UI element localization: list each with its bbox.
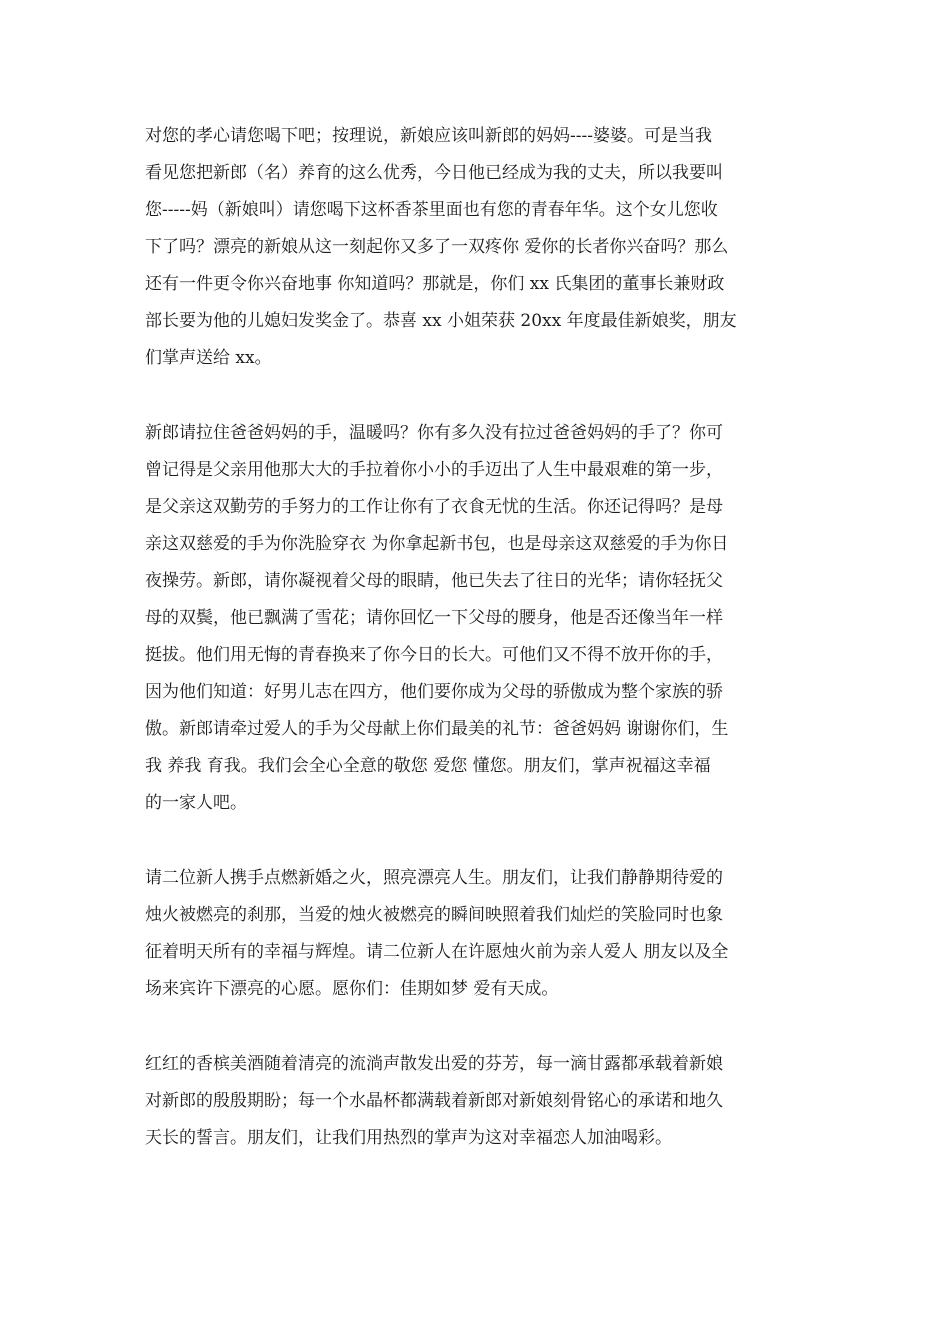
document-body (145, 118, 810, 1195)
text-line: 您-----妈（新娘叫）请您喝下这杯香茶里面也有您的青春年华。这个女儿您收 (145, 200, 718, 220)
text-line: 的一家人吧。 (145, 793, 247, 813)
text-line: 挺拔。他们用无悔的青春换来了你今日的长大。可他们又不得不放开你的手， (145, 645, 723, 665)
text-line: 天长的誓言。朋友们，让我们用热烈的掌声为这对幸福恋人加油喝彩。 (145, 1128, 672, 1148)
text-line: 烛火被燃亮的刹那，当爱的烛火被燃亮的瞬间映照着我们灿烂的笑脸同时也象 (145, 905, 723, 925)
text-line: 征着明天所有的幸福与辉煌。请二位新人在许愿烛火前为亲人爱人 朋友以及全 (145, 942, 729, 962)
text-line: 下了吗？漂亮的新娘从这一刻起你又多了一双疼你 爱你的长者你兴奋吗？那么 (145, 237, 729, 257)
text-line: 因为他们知道：好男儿志在四方，他们要你成为父母的骄傲成为整个家族的骄 (145, 682, 723, 702)
text-line: 还有一件更令你兴奋地事 你知道吗？那就是，你们 xx 氏集团的董事长兼财政 (145, 274, 725, 294)
text-line: 母的双鬓，他已飘满了雪花；请你回忆一下父母的腰身，他是否还像当年一样 (145, 608, 723, 628)
text-line: 对您的孝心请您喝下吧；按理说，新娘应该叫新郎的妈妈----婆婆。可是当我 (145, 126, 712, 146)
text-line: 傲。新郎请牵过爱人的手为父母献上你们最美的礼节：爸爸妈妈 谢谢你们，生 (145, 719, 729, 739)
paragraph-candle-lighting (145, 860, 810, 1008)
text-line: 场来宾许下漂亮的心愿。愿你们：佳期如梦 爱有天成。 (145, 979, 559, 999)
text-line: 夜操劳。新郎，请你凝视着父母的眼睛，他已失去了往日的光华；请你轻抚父 (145, 571, 723, 591)
text-line: 新郎请拉住爸爸妈妈的手，温暖吗？你有多久没有拉过爸爸妈妈的手了？你可 (145, 423, 723, 443)
text-line: 曾记得是父亲用他那大大的手拉着你小小的手迈出了人生中最艰难的第一步， (145, 460, 723, 480)
text-line: 请二位新人携手点燃新婚之火，照亮漂亮人生。朋友们，让我们静静期待爱的 (145, 868, 723, 888)
text-line: 们掌声送给 xx。 (145, 348, 272, 368)
paragraph-tea-ceremony (145, 118, 810, 377)
text-line: 部长要为他的儿媳妇发奖金了。恭喜 xx 小姐荣获 20xx 年度最佳新娘奖，朋友 (145, 311, 737, 331)
text-line: 看见您把新郎（名）养育的这么优秀，今日他已经成为我的丈夫，所以我要叫 (145, 163, 723, 183)
text-line: 红红的香槟美酒随着清亮的流淌声散发出爱的芬芳，每一滴甘露都承载着新娘 (145, 1054, 723, 1074)
paragraph-champagne (145, 1046, 810, 1157)
text-line: 我 养我 育我。我们会全心全意的敬您 爱您 懂您。朋友们，掌声祝福这幸福 (145, 756, 711, 776)
paragraph-parents-hands (145, 415, 810, 822)
text-line: 亲这双慈爱的手为你洗脸穿衣 为你拿起新书包，也是母亲这双慈爱的手为你日 (145, 534, 729, 554)
text-line: 是父亲这双勤劳的手努力的工作让你有了衣食无忧的生活。你还记得吗？是母 (145, 497, 723, 517)
text-line: 对新郎的殷殷期盼；每一个水晶杯都满载着新郎对新娘刻骨铭心的承诺和地久 (145, 1091, 723, 1111)
